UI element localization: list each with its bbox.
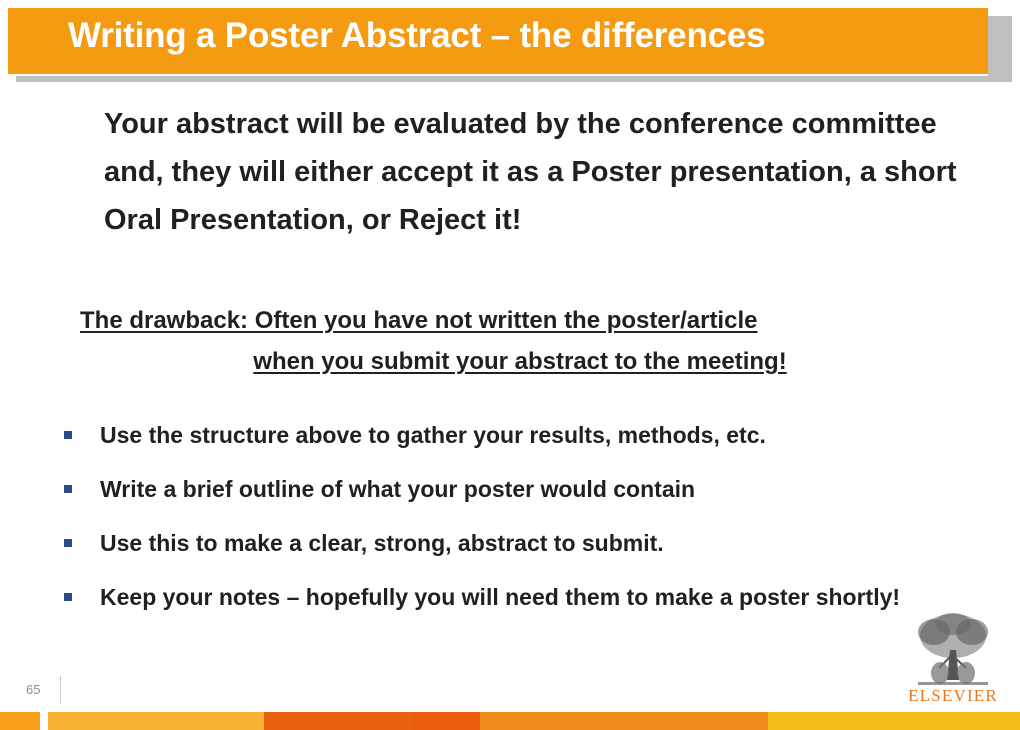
list-item	[56, 415, 986, 455]
drawback-line-2: when you submit your abstract to the meeting!	[253, 348, 787, 375]
list-item	[56, 523, 986, 563]
bottom-bar-segment	[480, 712, 768, 730]
elsevier-wordmark: ELSEVIER	[908, 686, 998, 705]
bullet-square-icon	[64, 431, 72, 439]
page-title: Writing a Poster Abstract – the differences	[68, 16, 766, 55]
list-item-label: Write a brief outline of what your poster would contain	[100, 476, 696, 502]
bottom-bar-segment	[264, 712, 414, 730]
right-margin-strip	[1012, 0, 1020, 712]
elsevier-logo	[898, 610, 1008, 710]
bullet-list	[56, 415, 986, 631]
left-margin-strip	[0, 0, 8, 730]
footer-divider	[60, 676, 61, 704]
list-item-label: Use this to make a clear, strong, abstract to submit.	[100, 530, 664, 556]
list-item	[56, 577, 986, 617]
list-item	[56, 469, 986, 509]
bottom-color-bar	[0, 712, 1020, 730]
bottom-bar-segment	[768, 712, 1020, 730]
lead-paragraph: Your abstract will be evaluated by the conference committee and, they will either accept it as a Poster presentation, a short Oral Presentation, or Reject it!	[104, 108, 957, 236]
bullet-square-icon	[64, 539, 72, 547]
page-number: 65	[26, 682, 41, 697]
drawback-line-1: The drawback: Often you have not written the poster/article	[80, 307, 758, 334]
bottom-bar-segment	[414, 712, 480, 730]
elsevier-tree-icon	[898, 610, 1008, 688]
title-bar-bottom-shadow	[16, 76, 996, 82]
bottom-bar-segment	[40, 712, 48, 730]
bullet-square-icon	[64, 593, 72, 601]
bottom-bar-segment	[0, 712, 40, 730]
bottom-bar-segment	[48, 712, 264, 730]
list-item-label: Keep your notes – hopefully you will need them to make a poster shortly!	[100, 584, 901, 610]
drawback-statement	[80, 300, 960, 382]
list-item-label: Use the structure above to gather your results, methods, etc.	[100, 422, 766, 448]
bullet-square-icon	[64, 485, 72, 493]
